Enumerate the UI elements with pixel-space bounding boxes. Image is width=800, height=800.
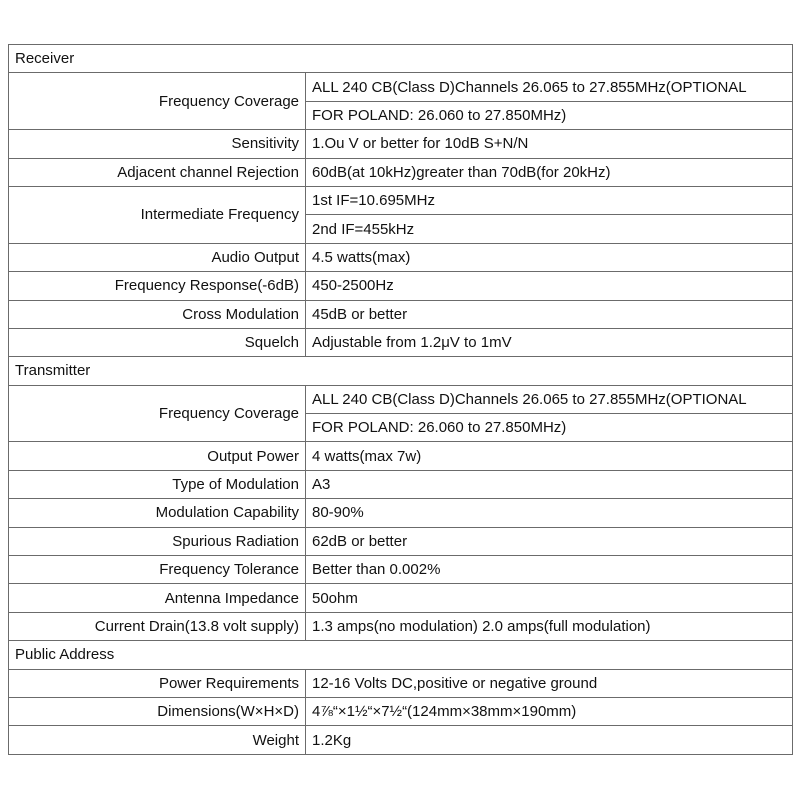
spec-value: FOR POLAND: 26.060 to 27.850MHz) (306, 101, 793, 129)
spec-value: ALL 240 CB(Class D)Channels 26.065 to 27.855MHz(OPTIONAL (306, 385, 793, 413)
spec-value: FOR POLAND: 26.060 to 27.850MHz) (306, 414, 793, 442)
spec-value: 62dB or better (306, 527, 793, 555)
spec-value: 45dB or better (306, 300, 793, 328)
table-row (9, 669, 793, 697)
spec-value: ALL 240 CB(Class D)Channels 26.065 to 27.855MHz(OPTIONAL (306, 73, 793, 101)
table-row (9, 158, 793, 186)
spec-value: 60dB(at 10kHz)greater than 70dB(for 20kHz) (306, 158, 793, 186)
section-title: Transmitter (9, 357, 793, 385)
table-row (9, 470, 793, 498)
spec-label: Power Requirements (9, 669, 306, 697)
section-header-public-address (9, 641, 793, 669)
section-title: Public Address (9, 641, 793, 669)
spec-value: Better than 0.002% (306, 556, 793, 584)
spec-value: 2nd IF=455kHz (306, 215, 793, 243)
spec-label: Frequency Coverage (9, 385, 306, 442)
table-row (9, 556, 793, 584)
section-title: Receiver (9, 45, 793, 73)
table-row (9, 385, 793, 413)
spec-value: 12-16 Volts DC,positive or negative ground (306, 669, 793, 697)
spec-value: 50ohm (306, 584, 793, 612)
spec-label: Type of Modulation (9, 470, 306, 498)
spec-label: Dimensions(W×H×D) (9, 697, 306, 725)
spec-value: A3 (306, 470, 793, 498)
table-row (9, 726, 793, 754)
table-row (9, 328, 793, 356)
spec-label: Modulation Capability (9, 499, 306, 527)
spec-value: 450-2500Hz (306, 272, 793, 300)
table-row (9, 186, 793, 214)
table-row (9, 272, 793, 300)
table-row (9, 130, 793, 158)
spec-label: Spurious Radiation (9, 527, 306, 555)
spec-label: Frequency Response(-6dB) (9, 272, 306, 300)
spec-label: Weight (9, 726, 306, 754)
spec-label: Output Power (9, 442, 306, 470)
table-row (9, 612, 793, 640)
table-row (9, 527, 793, 555)
spec-label: Squelch (9, 328, 306, 356)
spec-value: 80-90% (306, 499, 793, 527)
spec-label: Frequency Tolerance (9, 556, 306, 584)
section-header-receiver (9, 45, 793, 73)
spec-value: 1st IF=10.695MHz (306, 186, 793, 214)
spec-label: Frequency Coverage (9, 73, 306, 130)
table-row (9, 300, 793, 328)
spec-value: 1.2Kg (306, 726, 793, 754)
table-row (9, 243, 793, 271)
section-header-transmitter (9, 357, 793, 385)
table-row (9, 442, 793, 470)
spec-label: Cross Modulation (9, 300, 306, 328)
spec-label: Adjacent channel Rejection (9, 158, 306, 186)
spec-label: Antenna Impedance (9, 584, 306, 612)
spec-value: 4⅞“×1½“×7½“(124mm×38mm×190mm) (306, 697, 793, 725)
table-row (9, 73, 793, 101)
spec-label: Sensitivity (9, 130, 306, 158)
spec-label: Audio Output (9, 243, 306, 271)
spec-value: 4 watts(max 7w) (306, 442, 793, 470)
spec-value: 1.3 amps(no modulation) 2.0 amps(full modulation) (306, 612, 793, 640)
spec-value: Adjustable from 1.2μV to 1mV (306, 328, 793, 356)
table-row (9, 584, 793, 612)
table-row (9, 499, 793, 527)
spec-value: 4.5 watts(max) (306, 243, 793, 271)
spec-label: Intermediate Frequency (9, 186, 306, 243)
spec-label: Current Drain(13.8 volt supply) (9, 612, 306, 640)
table-row (9, 697, 793, 725)
spec-value: 1.Ou V or better for 10dB S+N/N (306, 130, 793, 158)
specifications-table (8, 44, 793, 755)
